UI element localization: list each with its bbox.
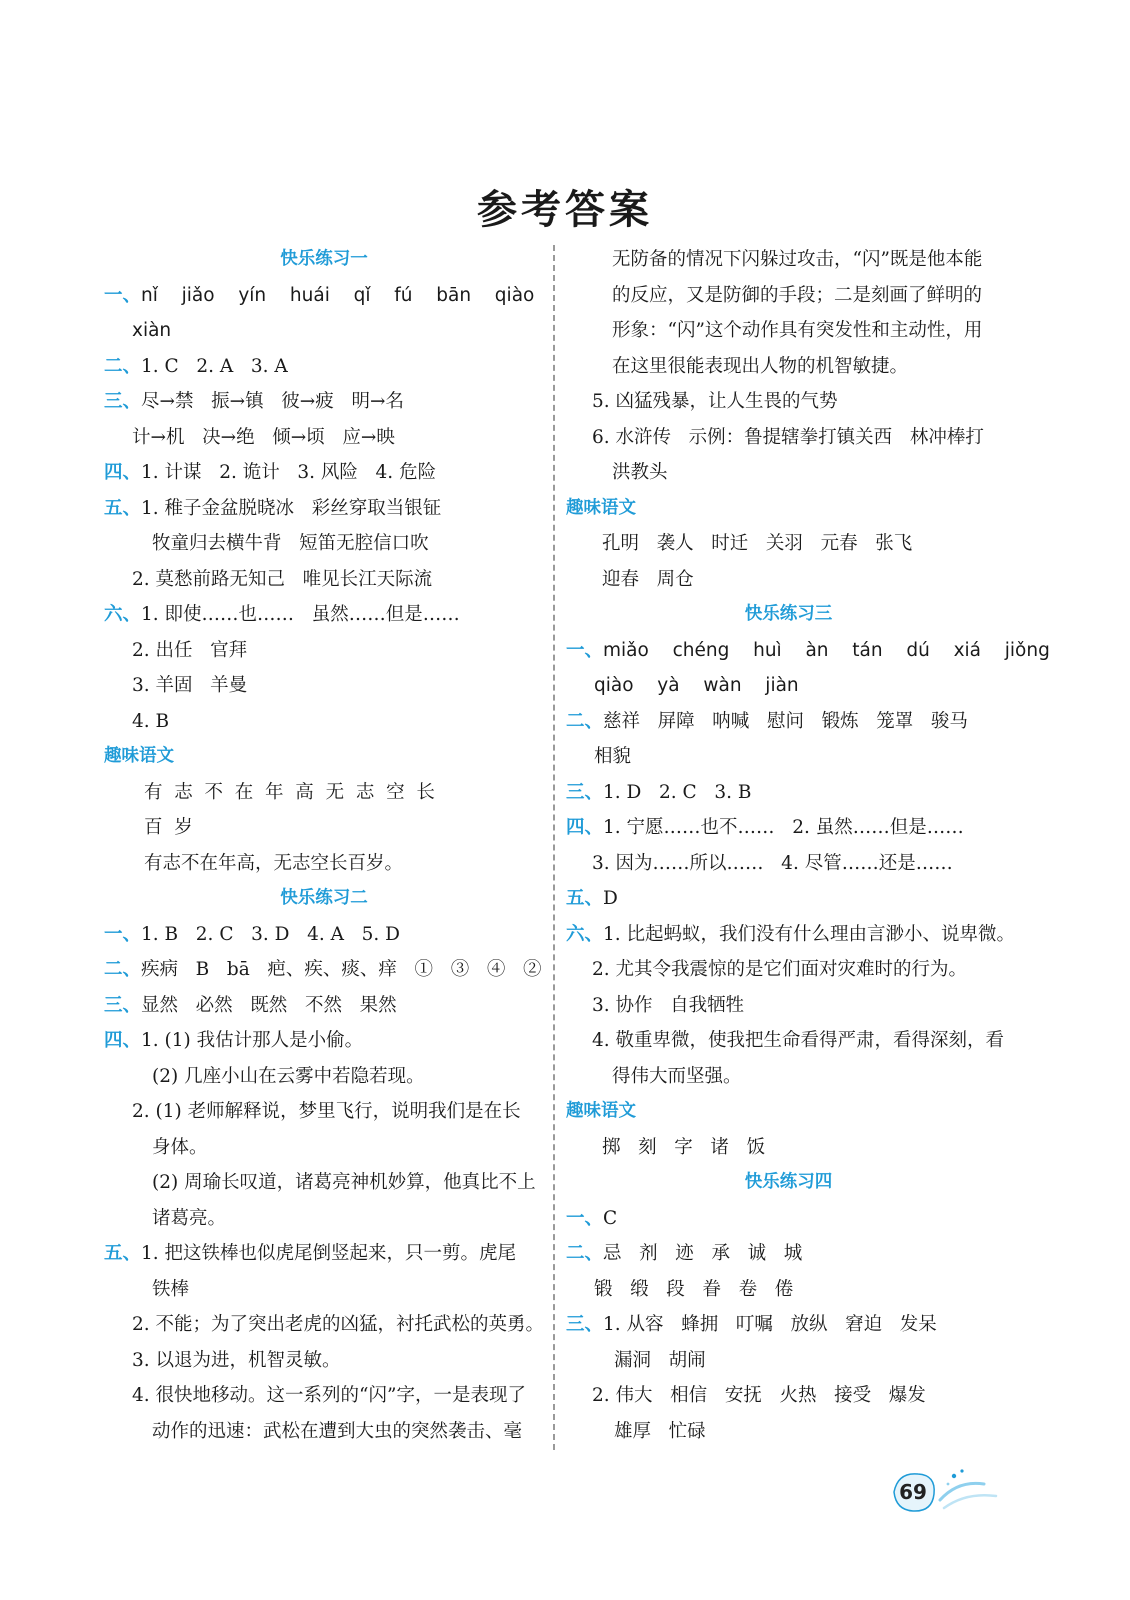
answer-line [566, 1059, 1011, 1095]
answer-text: 孔明 袭人 时迁 关羽 元春 张飞 [602, 533, 913, 554]
answer-line [566, 349, 1011, 385]
answer-text: 百 岁 [144, 817, 193, 838]
answer-line [104, 526, 544, 562]
answer-line [104, 1201, 544, 1237]
answer-text: 1. (1) 我估计那人是小偷。 [141, 1030, 364, 1051]
question-number: 四、 [566, 817, 604, 838]
answer-text: 掷 刻 字 诸 饭 [602, 1136, 766, 1158]
answer-text: 形象：“闪”这个动作具有突发性和主动性，用 [612, 320, 983, 341]
question-number: 二、 [104, 959, 142, 980]
question-number: 一、 [566, 639, 604, 661]
answer-text: 得伟大而坚强。 [612, 1065, 742, 1087]
answer-line [566, 846, 1011, 882]
answer-text: 1. 比起蚂蚁，我们没有什么理由言渺小、说卑微。 [603, 923, 1016, 945]
answer-line [566, 704, 1011, 740]
answer-text: 4. 敬重卑微，使我把生命看得严肃，看得深刻，看 [592, 1030, 1005, 1051]
page-number: 69 [899, 1480, 927, 1504]
answer-text: 锻 缎 段 眷 卷 倦 [594, 1278, 794, 1300]
answer-text: 有 志 不 在 年 高 无 志 空 长 [144, 781, 435, 803]
answer-line [566, 242, 1011, 278]
answer-line [566, 384, 1011, 420]
answer-text: 3. 因为……所以…… 4. 尽管……还是…… [592, 852, 953, 874]
answer-text: 3. 羊固 羊曼 [132, 675, 248, 696]
fun-section-heading: 趣味语文 [104, 746, 174, 766]
answer-line [104, 668, 544, 704]
answer-text: 5. 凶猛残暴，让人生畏的气势 [592, 391, 838, 412]
answer-line [566, 526, 1011, 562]
answer-line [566, 1307, 1011, 1343]
answer-line [566, 420, 1011, 456]
answer-text: (2) 几座小山在云雾中若隐若现。 [152, 1065, 425, 1087]
question-number: 三、 [566, 781, 604, 803]
fun-section-heading: 趣味语文 [566, 497, 636, 518]
answer-line [566, 1272, 1011, 1308]
question-number: 三、 [104, 391, 142, 412]
answer-line [104, 1094, 544, 1130]
answer-line [566, 810, 1011, 846]
answer-text: 3. 协作 自我牺牲 [592, 994, 745, 1016]
fun-section-heading: 趣味语文 [566, 1101, 636, 1121]
question-number: 六、 [566, 923, 604, 945]
answer-text: 1. D 2. C 3. B [603, 781, 752, 803]
answer-line [104, 633, 544, 669]
answer-line [566, 633, 1050, 669]
answer-line [566, 917, 1016, 953]
answer-text: xiàn [132, 320, 172, 341]
answer-text: qiào yà wàn jiàn [594, 675, 799, 696]
answer-line [566, 1414, 1011, 1450]
answer-text: 1. 从容 蜂拥 叮嘱 放纵 窘迫 发呆 [603, 1314, 937, 1335]
answer-line [104, 810, 544, 846]
answer-text: 相貌 [594, 746, 632, 767]
answer-line [104, 1343, 544, 1379]
answer-text: 身体。 [152, 1136, 208, 1158]
answer-text: 诸葛亮。 [152, 1207, 227, 1229]
answer-text: 3. 以退为进，机智灵敏。 [132, 1349, 341, 1371]
answer-line [104, 597, 544, 633]
answer-line [104, 349, 544, 385]
answer-line [566, 313, 1011, 349]
answer-line [104, 455, 544, 491]
answer-line [104, 420, 544, 456]
question-number: 三、 [566, 1314, 604, 1335]
answer-line [104, 562, 544, 598]
answer-text: 1. 把这铁棒也似虎尾倒竖起来，只一剪。虎尾 [141, 1243, 517, 1264]
answer-line [566, 1130, 1011, 1166]
answer-text: 动作的迅速：武松在遭到大虫的突然袭击、毫 [152, 1420, 523, 1442]
answer-text: 1. 计谋 2. 诡计 3. 风险 4. 危险 [141, 462, 437, 483]
answer-line [566, 1343, 1011, 1379]
answer-line [566, 988, 1011, 1024]
answer-line [104, 1130, 544, 1166]
answer-text: 的反应，又是防御的手段；二是刻画了鲜明的 [612, 284, 983, 306]
answer-text: 牧童归去横牛背 短笛无腔信口吹 [152, 533, 429, 554]
answer-line [104, 1059, 544, 1095]
answer-text: 2. (1) 老师解释说，梦里飞行，说明我们是在长 [132, 1101, 521, 1122]
question-number: 五、 [104, 497, 142, 519]
answer-line [566, 1378, 1011, 1414]
answer-text: 忌 剂 迹 承 诚 城 [603, 1243, 803, 1264]
section-heading: 快乐练习三 [744, 604, 833, 624]
answer-text: (2) 周瑜长叹道，诸葛亮神机妙算，他真比不上 [152, 1172, 536, 1193]
answer-text: D [603, 888, 618, 909]
answer-text: 在这里很能表现出人物的机智敏捷。 [612, 355, 909, 377]
answer-text: 2. 出任 官拜 [132, 639, 248, 661]
question-number: 三、 [104, 994, 142, 1016]
answer-text: 1. 稚子金盆脱晓冰 彩丝穿取当银钲 [141, 497, 442, 519]
answer-line [104, 1236, 544, 1272]
section-heading: 快乐练习二 [280, 888, 368, 908]
answer-line [104, 988, 544, 1024]
answer-text: 6. 水浒传 示例：鲁提辖拳打镇关西 林冲棒打 [592, 426, 984, 448]
answer-text: 显然 必然 既然 不然 果然 [141, 994, 397, 1016]
question-number: 一、 [566, 1207, 604, 1229]
answer-line [104, 1023, 544, 1059]
answer-line [566, 668, 1011, 704]
answer-line [566, 952, 1011, 988]
answer-line [566, 739, 1011, 775]
answer-text: 1. C 2. A 3. A [141, 355, 288, 377]
question-number: 二、 [566, 1243, 604, 1264]
answer-text: C [603, 1207, 618, 1229]
answer-text: 铁棒 [152, 1278, 190, 1300]
section-heading: 快乐练习四 [744, 1172, 833, 1192]
question-number: 二、 [104, 355, 142, 377]
answer-line [566, 1236, 1011, 1272]
question-number: 四、 [104, 1030, 142, 1051]
question-number: 五、 [104, 1243, 142, 1264]
answer-text: 迎春 周仓 [602, 568, 694, 590]
answer-line [104, 917, 544, 953]
answer-line [104, 313, 544, 349]
answer-line [104, 1378, 544, 1414]
question-number: 六、 [104, 604, 142, 625]
answer-line [104, 1307, 544, 1343]
answer-text: 1. B 2. C 3. D 4. A 5. D [141, 923, 401, 945]
answer-text: 4. 很快地移动。这一系列的“闪”字，一是表现了 [132, 1385, 526, 1406]
answer-text: 4. B [132, 710, 170, 732]
answer-text: 2. 尤其令我震惊的是它们面对灾难时的行为。 [592, 959, 968, 980]
answer-text: 雄厚 忙碌 [614, 1420, 706, 1442]
answer-line [104, 846, 544, 882]
right-column [566, 242, 1050, 1449]
question-number: 一、 [104, 284, 142, 306]
answer-text: 慈祥 屏障 呐喊 慰问 锻炼 笼罩 骏马 [603, 710, 968, 732]
answer-text: 无防备的情况下闪躲过攻击，“闪”既是他本能 [612, 249, 983, 270]
answer-line [566, 1201, 1011, 1237]
answer-text: nǐ jiǎo yín huái qǐ fú bān qiào [141, 284, 535, 306]
question-number: 一、 [104, 923, 142, 945]
answer-line [104, 278, 544, 314]
answer-line [566, 881, 1011, 917]
answer-line [104, 775, 544, 811]
answer-line [566, 775, 1011, 811]
question-number: 二、 [566, 710, 604, 732]
answer-text: 1. 宁愿……也不…… 2. 虽然……但是…… [603, 817, 964, 838]
answer-line [566, 562, 1011, 598]
answer-line [104, 704, 544, 740]
answer-text: 漏洞 胡闹 [614, 1349, 706, 1371]
answer-line [104, 491, 544, 527]
page-title: 参考答案 [477, 186, 653, 233]
answer-text: 洪教头 [612, 462, 668, 483]
answer-line [566, 455, 1011, 491]
answer-text: miǎo chéng huì àn tán dú xiá jiǒng [603, 639, 1050, 661]
answer-text: 有志不在年高，无志空长百岁。 [144, 852, 404, 874]
answer-text: 尽→禁 振→镇 彼→疲 明→名 [141, 391, 404, 412]
answer-text: 2. 莫愁前路无知己 唯见长江天际流 [132, 568, 433, 590]
answer-line [104, 1165, 544, 1201]
answer-line [104, 1414, 544, 1450]
question-number: 五、 [566, 888, 604, 909]
answer-line [566, 278, 1011, 314]
column-divider [553, 245, 555, 1450]
answer-text: 2. 伟大 相信 安抚 火热 接受 爆发 [592, 1385, 926, 1406]
left-column [104, 242, 544, 1449]
answer-line [566, 1023, 1011, 1059]
answer-line [104, 1272, 544, 1308]
section-heading: 快乐练习一 [280, 249, 368, 269]
answer-text: 疾病 B bā 疤、疾、痰、痒 ① ③ ④ ② [141, 959, 542, 980]
answer-text: 2. 不能；为了突出老虎的凶猛，衬托武松的英勇。 [132, 1314, 545, 1335]
answer-line [104, 952, 544, 988]
answer-text: 计→机 决→绝 倾→顷 应→映 [132, 426, 395, 448]
answer-line [104, 384, 544, 420]
answer-text: 1. 即使……也…… 虽然……但是…… [141, 604, 460, 625]
question-number: 四、 [104, 462, 142, 483]
